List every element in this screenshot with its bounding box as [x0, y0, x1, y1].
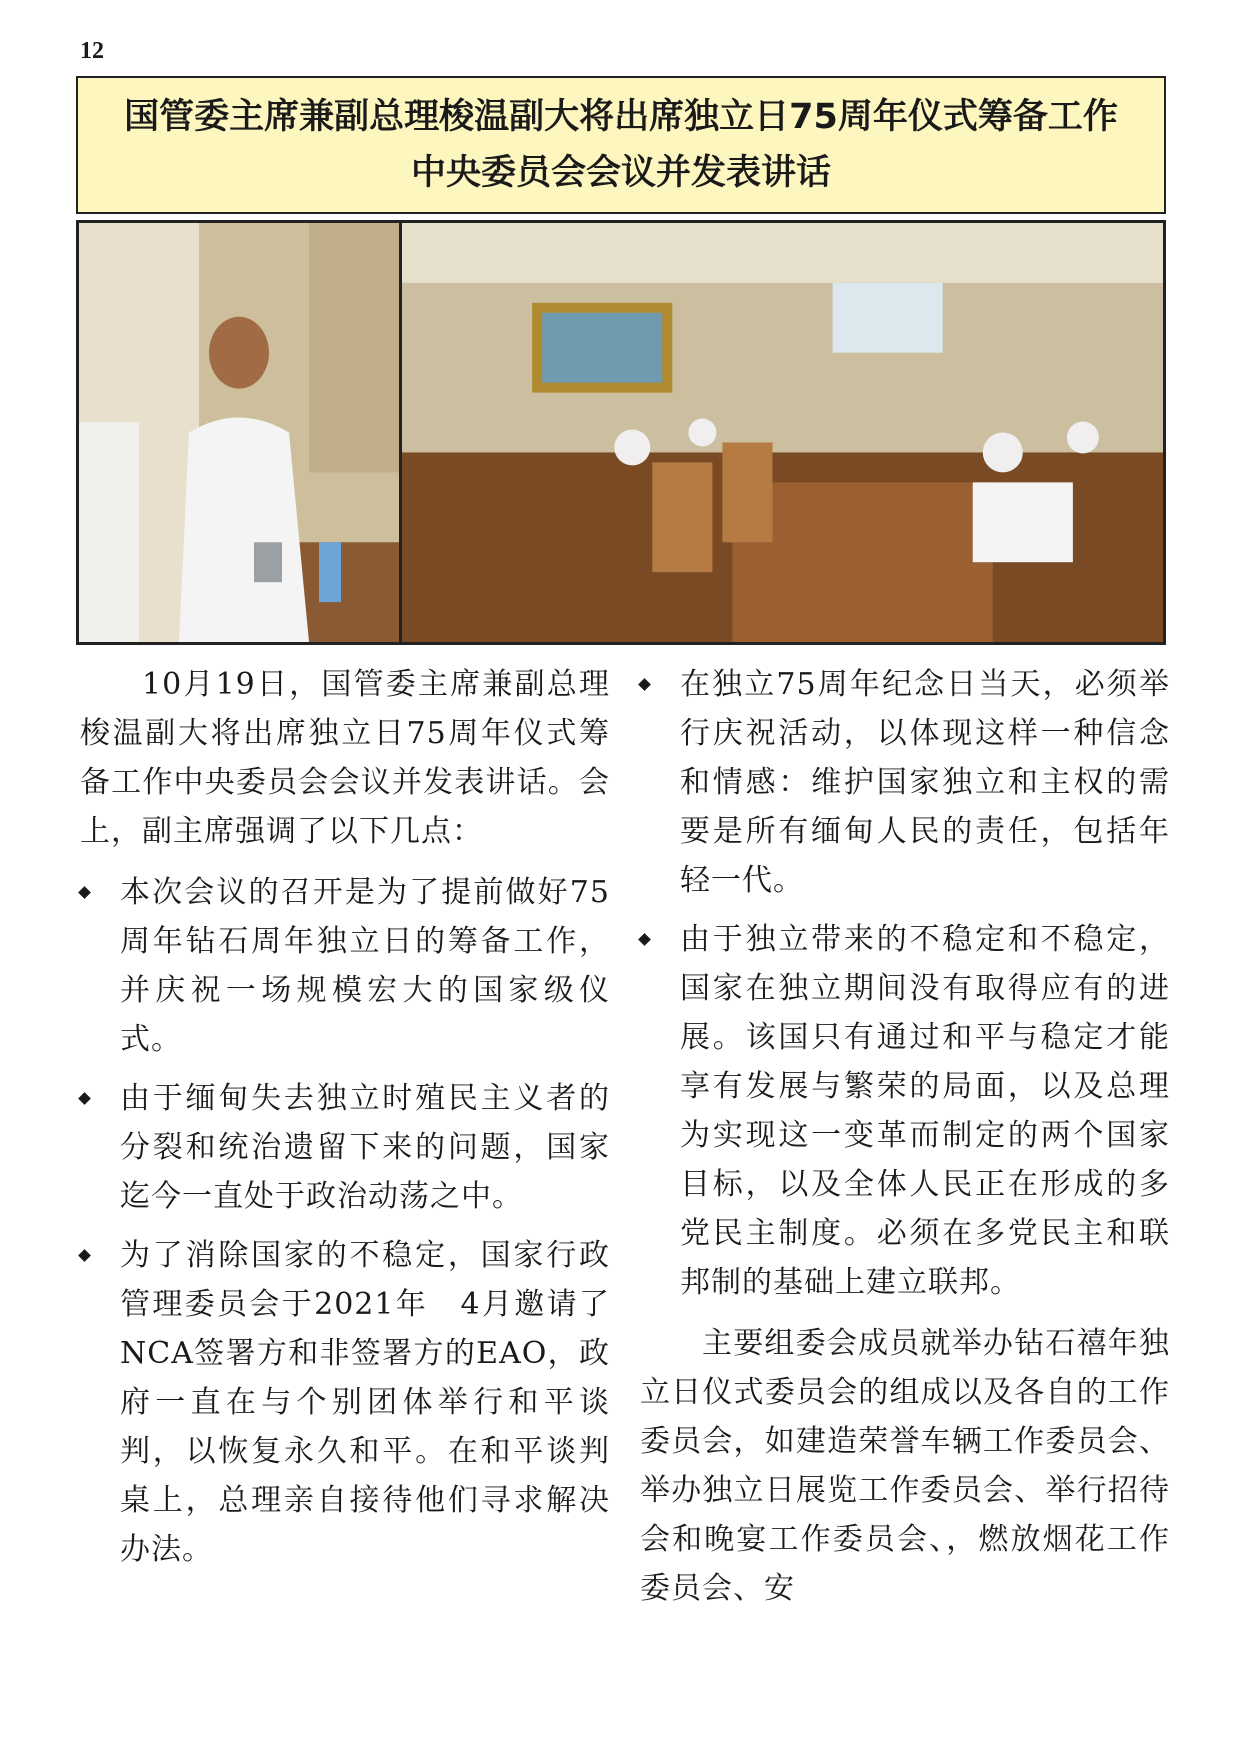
intro-paragraph: 10月19日，国管委主席兼副总理梭温副大将出席独立日75周年仪式筹备工作中央委员会会议并发表讲话。会上，副主席强调了以下几点：	[80, 667, 610, 849]
left-column	[80, 660, 610, 1586]
bullet-text: 由于缅甸失去独立时殖民主义者的分裂和统治遗留下来的问题，国家迄今一直处于政治动荡之中。	[120, 1081, 610, 1214]
bullet-text: 本次会议的召开是为了提前做好75周年钻石周年独立日的筹备工作，并庆祝一场规模宏大的国家级仪式。	[120, 875, 610, 1057]
bullet-text: 由于独立带来的不稳定和不稳定，国家在独立期间没有取得应有的进展。该国只有通过和平与稳定才能享有发展与繁荣的局面，以及总理为实现这一变革而制定的两个国家目标，以及全体人民正在形成的多党民主制度。必须在多党民主和联邦制的基础上建立联邦。	[680, 922, 1170, 1300]
title-line-2: 中央委员会会议并发表讲话	[410, 153, 831, 193]
diamond-bullet-icon	[78, 886, 91, 899]
bullet-text: 为了消除国家的不稳定，国家行政管理委员会于2021年 4月邀请了NCA签署方和非签署方的EAO，政府一直在与个别团体举行和平谈判，以恢复永久和平。在和平谈判桌上，总理亲自接待他们寻求解决办法。	[120, 1238, 610, 1567]
diamond-bullet-icon	[78, 1092, 91, 1105]
title-line-1: 国管委主席兼副总理梭温副大将出席独立日75周年仪式筹备工作	[124, 97, 1118, 137]
list-item	[640, 915, 1170, 1307]
right-column	[640, 660, 1170, 1625]
list-item	[80, 868, 610, 1064]
page-number: 12	[80, 38, 104, 64]
diamond-bullet-icon	[638, 678, 651, 691]
meeting-room-photo	[402, 223, 1163, 642]
article-title	[76, 76, 1166, 214]
photo-strip	[76, 220, 1166, 645]
list-item	[80, 1074, 610, 1221]
list-item	[640, 660, 1170, 905]
right-bullet-list	[640, 660, 1170, 1307]
diamond-bullet-icon	[78, 1249, 91, 1262]
list-item	[80, 1231, 610, 1574]
closing-paragraph: 主要组委会成员就举办钻石禧年独立日仪式委员会的组成以及各自的工作委员会，如建造荣誉车辆工作委员会、举办独立日展览工作委员会、举行招待会和晚宴工作委员会、，燃放烟花工作委员会、安	[640, 1326, 1170, 1606]
speaker-photo	[79, 223, 399, 642]
bullet-text: 在独立75周年纪念日当天，必须举行庆祝活动，以体现这样一种信念和情感：维护国家独立和主权的需要是所有缅甸人民的责任，包括年轻一代。	[680, 667, 1170, 898]
left-bullet-list	[80, 868, 610, 1574]
diamond-bullet-icon	[638, 933, 651, 946]
